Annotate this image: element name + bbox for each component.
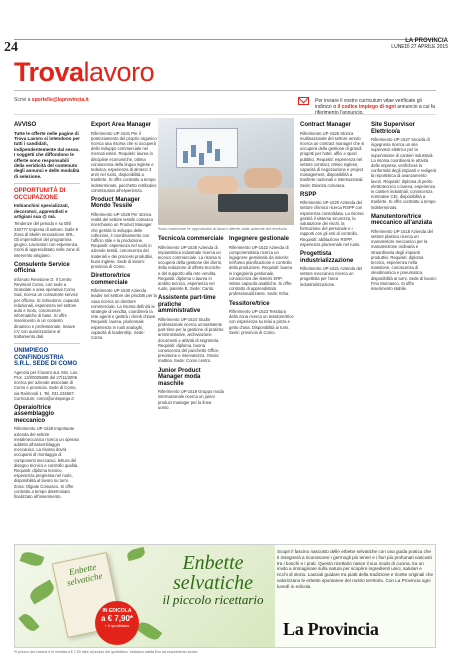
column-1: [14, 118, 80, 540]
ad-description: Scopri il fascino nascosto delle erbette selvatiche con una guida pratica che ti insegnerà a riconoscere i germogli più teneri e i fiori più profumati nascosti tra i boschi e i prati. Questo ricettario nasce il suo modo di cucina, tra un invito a immaginare sulla natura per scoprire ingredienti unici, salutari e ricchi di storia. Lasciati guidare tra piatti della tradizione e ricette originali che valorizzano le erbette spontanee del nostro territorio. Con La Provincia ogni lunedì in edicola.: [277, 549, 434, 589]
column-5: [300, 118, 366, 538]
book-cover-title: Enbette selvatiche: [66, 561, 104, 588]
divider: [14, 183, 80, 184]
ad-artwork: [15, 545, 275, 648]
paper-date: LUNEDÌ 27 APRILE 2015: [391, 44, 448, 50]
badge-line3: + il quotidiano: [104, 623, 130, 628]
brand-logo: La Provincia: [283, 619, 379, 639]
leaf-icon: [20, 550, 45, 569]
leaf-icon: [136, 619, 163, 643]
job-text-assistente: Riferimento UP-1524 Studio professionale ricerca un'assistente part-time per la gestione di pratiche amministrative, archiviazione documenti e attività di segreteria. Requisiti: diploma, buona conoscenza del pacchetto Office, precisione e riservatezza. Orario: mattina. Sede: Como centro.: [158, 316, 224, 364]
leaf-icon: [27, 579, 57, 604]
ad-headline-3: il piccolo ricettario: [162, 592, 264, 607]
book-advertisement[interactable]: [14, 544, 436, 648]
badge-price: a € 7,90*: [100, 614, 134, 623]
job-heading-ingegnere: Ingegnere gestionale: [229, 236, 290, 242]
job-heading-assistente: Assistente part-time pratiche amministrative: [158, 295, 216, 315]
contact-line: [14, 97, 89, 103]
section-title-part1: Trova: [14, 57, 84, 87]
body-divider: [14, 114, 436, 115]
job-heading-consulente: Consulente Service officina: [14, 261, 70, 275]
notice-tail: annuncio a cui fa riferimento l'annuncio.: [315, 104, 436, 116]
job-heading-site-supervisor: Site Supervisor Elettrico/a: [371, 122, 416, 135]
notice-highlight: o il codice impiego di ogni: [333, 104, 396, 110]
avviso-heading: AVVISO: [14, 122, 37, 128]
badge-line1: IN EDICOLA: [102, 608, 132, 614]
job-text-tessitore: Riferimento UP-1523 Tessitura della zona ricerca un tessitore/trice con esperienza su telai a pinza e getto d'aria. Disponibilità ai turni. Sede: provincia di Como.: [229, 309, 294, 335]
job-heading-tessitore: Tessitore/trice: [229, 300, 270, 307]
column-3: [158, 232, 224, 538]
job-text-manutentore: Riferimento UP-1518 Azienda del settore plastico ricerca un manutentore meccanico per la manutenzione ordinaria e straordinaria degli impianti produttivi. Requisiti: diploma tecnico, esperienza nella mansione, conoscenza di oleodinamica e pneumatica, disponibilità ai turni. Sede di lavoro: Fino Mornasco. Si offre inserimento stabile.: [371, 228, 437, 292]
paper-info: [391, 38, 448, 50]
page-number: 24: [4, 40, 18, 55]
job-heading-progettista: Progettista industrializzazione: [300, 251, 354, 264]
job-heading-product-manager: Product Manager Mondo Tessile: [91, 196, 141, 210]
job-text-progettista: Riferimento UP-1521 Azienda del settore meccanico ricerca un progettista per l'area industrializzazione.: [300, 266, 362, 287]
divider: [14, 343, 80, 344]
leaf-icon: [126, 547, 146, 561]
page-header-band: [14, 6, 436, 40]
agency-text-unimpiego: Agenzia per il lavoro aut. Min. Lav. Prot. 13/I/0025608 del 27/11/2006 ricerca per aziende associate di Como e provincia. Sede di Como, via Raimondi 1. Tel. 031.234567. Curriculum: como@unimpiego.it: [14, 369, 78, 401]
job-heading-tecnico: Tecnico/a commerciale: [158, 236, 224, 242]
job-text-consulente: InfoAuto Revisione D. Il Centro Revisioni Como, con sede a Grandate e area operativa Como Sud, ricerca un consulente service per officina. Si richiedono: capacità relazionali, esperienza nel settore auto e moto, conoscenze informatiche di base. Si offre inserimento in un contesto dinamico e professionale. Inviare CV con autorizzazione al trattamento dati.: [14, 276, 79, 340]
job-text-ingegnere: Riferimento UP-1522 Azienda di componentistica ricerca un ingegnere gestionale da inserire nell'area pianificazione e controllo della produzione. Requisiti: laurea in ingegneria gestionale, conoscenza dei sistemi ERP, ottime capacità analitiche. Si offre contratto di apprendistato professionalizzante. Sede: Erba.: [229, 244, 293, 297]
title-divider: [14, 90, 436, 91]
job-text-tecnico: Riferimento UP-1526 Azienda di impiantistica industriale ricerca un tecnico commerciale. La risorsa si occuperà della gestione dei clienti, della redazione di offerte tecniche e del supporto alla rete vendita. Requisiti: diploma o laurea in ambito tecnico, esperienza nel ruolo, patente B. Sede: Cantù.: [158, 244, 223, 292]
notice-text: Per inviare il vostro curriculum vitae verificate gli indirizzi: [315, 98, 422, 110]
section-title: [14, 58, 154, 86]
job-heading-direttore: Direttore/trice commerciale: [91, 273, 131, 286]
hand: [198, 176, 238, 194]
contact-email[interactable]: sportello@laprovincia.it: [31, 97, 89, 103]
job-text-direttore: Riferimento UP-1530 Azienda leader nel settore dei prodotti per la casa ricerca un direttore commerciale. La risorsa definirà le strategie di vendita, coordinerà la rete agenti e gestirà i clienti chiave. Requisiti: laurea, pluriennale esperienza in ruoli analoghi, capacità di leadership. Sede: Como.: [91, 288, 157, 340]
laptop: [218, 194, 288, 212]
job-text-rspp: Riferimento UP-1520 Azienda del settore chimico ricerca RSPP con esperienza consolidata. La risorsa gestirà il sistema sicurezza, la valutazione dei rischi, la formazione del personale e i rapporti con gli enti di controllo. Requisiti: abilitazione RSPP, esperienza pluriennale nel ruolo.: [300, 200, 364, 247]
job-text-contract: Riferimento UP-1525 Storica multinazionale del settore arredo ricerca un contract manager che si occuperà della gestione di grandi progetti per hotel, uffici e spazi pubblici. Requisiti: esperienza nel settore contract, ottimo inglese, capacità di negoziazione e project management, disponibilità a trasferte nazionali e internazionali. Sede: Brianza comasca.: [300, 130, 365, 188]
job-heading-operaio: Operaio/trice assemblaggio meccanico: [14, 404, 55, 424]
ad-headline-2: selvatiche: [173, 572, 253, 594]
opportunity-text: Tendenze del periodo e su Bhil 340777 Impresa di settore. Dalle 9 Zona di Skelin Innovazione SRL. Gli imprenditori del programma giugno. Lavoratori con esperienza. Corsi di apprendistato nelle zone di intervento artigiano.: [14, 221, 80, 258]
job-heading-rspp: RSPP: [300, 191, 317, 198]
avviso-text: Tutte le offerte nelle pagine di Trova Lavoro si intendono per tutti i candidati, indipendentemente dal sesso. I soggetti che diffondono le offerte sono responsabili della veridicità del contenuto degli annunci e delle modalità di selezione.: [14, 130, 80, 179]
job-heading-export: Export Area Manager: [91, 122, 152, 128]
price-badge: [95, 601, 139, 645]
ad-headline: [153, 553, 273, 607]
contact-label: Scrivi a: [14, 97, 31, 103]
ad-footnote: *Il prezzo del volume è in vendita a € 7,90 oltre al prezzo del quotidiano. Iniziativa valida fino ad esaurimento scorte.: [14, 650, 199, 654]
mail-icon: [298, 97, 309, 105]
paper-name: LA PROVINCIA: [405, 38, 448, 44]
opportunity-heading: OPPORTUNITÀ DI OCCUPAZIONE: [14, 188, 66, 201]
column-4: [229, 232, 295, 538]
agency-heading-unimpiego: UNIMPIEGO CONFINDUSTRIA S.R.L. SEDE DI COMO: [14, 348, 78, 368]
opportunity-lead: Imbianchini specializzati, decoratori, apprendisti e artigiani sua @ mà.: [14, 203, 69, 219]
leaf-icon: [18, 611, 39, 633]
chart-screen: [176, 128, 238, 168]
hand: [244, 168, 282, 188]
photo-caption: Sono numerose le opportunità di lavoro offerte dalle aziende del territorio: [158, 226, 288, 231]
column-6: [371, 118, 437, 538]
office-photo: [158, 118, 294, 225]
job-heading-manutentore: Manutentore/trice meccanico all'anziata: [371, 213, 433, 227]
job-text-site-supervisor: Riferimento UP-1527 Società di ingegneria ricerca un site supervisor elettrico per la supervisione di cantieri industriali. La risorsa coordinerà le attività delle imprese, verificherà la conformità degli impianti e redigerà la reportistica di avanzamento lavori. Requisiti: diploma di perito elettrotecnico o laurea, esperienza in cantieri industriali, conoscenza normative CEI, disponibilità a trasferte. Si offre contratto a tempo indeterminato.: [371, 137, 437, 210]
column-2: [91, 118, 157, 540]
job-text-operaio: Riferimento UP-1529 Importante azienda del settore metalmeccanico ricerca un operaio addetto all'assemblaggio meccanico. La risorsa dovrà occuparsi di montaggio di componenti meccanici, lettura del disegno tecnico e controllo qualità. Requisiti: diploma tecnico, esperienza pregressa nel ruolo, disponibilità al lavoro su turni. Zona: Olgiate Comasco. Si offre contratto a tempo determinato finalizzato all'inserimento.: [14, 426, 79, 500]
job-heading-junior: Junior Product Manager moda maschile: [158, 367, 201, 387]
ad-headline-1: Enbette: [182, 552, 244, 574]
job-heading-contract: Contract Manager: [300, 122, 352, 128]
section-title-part2: lavoro: [83, 57, 155, 87]
job-text-export: Riferimento UP-1531 Per il potenziamento del proprio organico ricerca una risorsa che si occuperà dello sviluppo commerciale nei mercati esteri. Requisiti: laurea in discipline economiche, ottima conoscenza della lingua inglese e tedesca, esperienza di almeno 3 anni nel ruolo, disponibilità a trasferte. Si offre contratto a tempo indeterminato, pacchetto retributivo commisurato all'esperienza.: [91, 130, 157, 193]
job-text-junior: Riferimento UP-1519 Gruppo moda internazionale ricerca un junior product manager per la linea uomo.: [158, 389, 224, 410]
job-text-product-manager: Riferimento UP-1528 Per storica realtà del settore tessile comasco ricerchiamo un Product Manager che gestirà lo sviluppo delle collezioni, il coordinamento con l'ufficio stile e la produzione. Requisiti: esperienza nel ruolo in aziende tessili, conoscenza dei materiali e dei processi produttivi, buon inglese. Sede di lavoro: provincia di Como.: [91, 211, 154, 269]
